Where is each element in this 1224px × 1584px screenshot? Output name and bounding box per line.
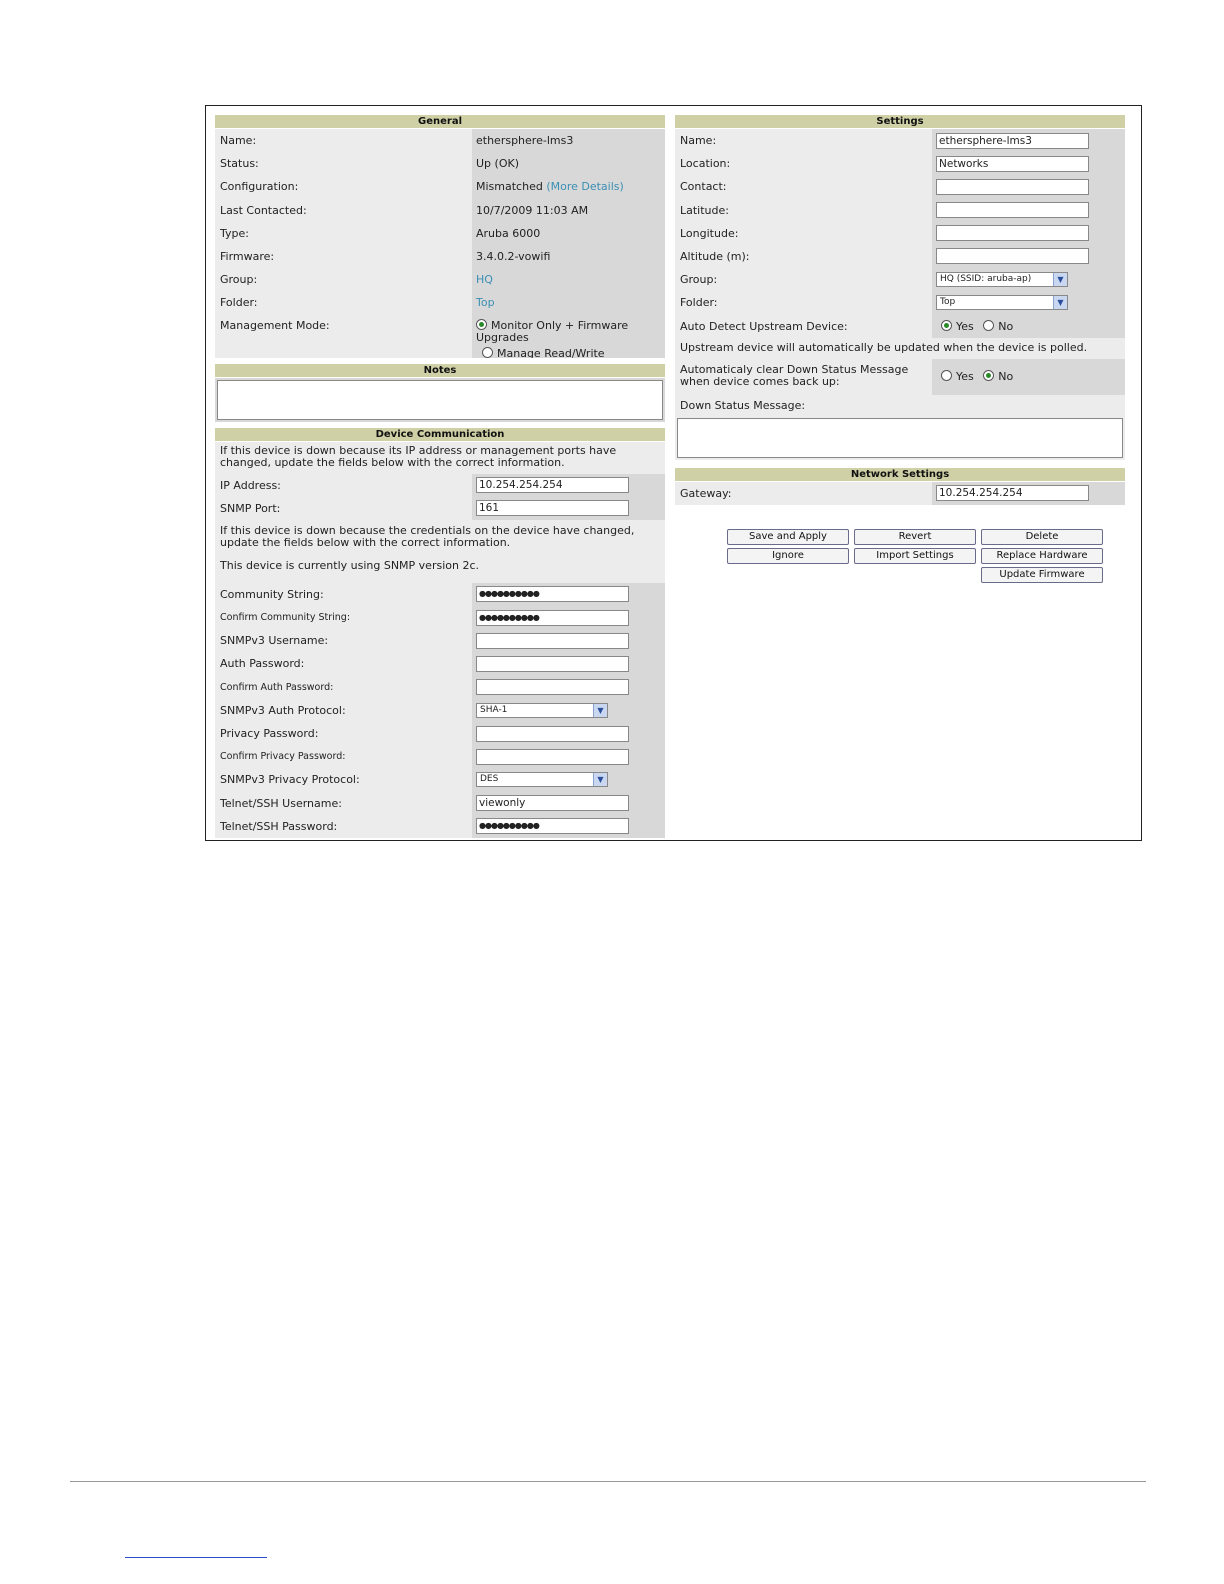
chevron-down-icon[interactable]: ▼ xyxy=(593,773,607,786)
configuration-status: Mismatched xyxy=(476,180,543,194)
more-details-link[interactable]: (More Details) xyxy=(546,180,624,194)
mgmt-option-monitor-label: Monitor Only + Firmware Upgrades xyxy=(476,318,629,344)
chevron-down-icon[interactable]: ▼ xyxy=(593,704,607,717)
mgmt-option-manage-label: Manage Read/Write xyxy=(497,346,605,358)
confirm-auth-row xyxy=(215,676,665,699)
auth-password-cell xyxy=(472,652,665,675)
name-value: ethersphere-lms3 xyxy=(472,129,665,152)
network-settings-section xyxy=(675,468,1125,505)
auth-protocol-select[interactable] xyxy=(476,703,608,718)
auto-clear-options xyxy=(932,359,1125,395)
altitude-input[interactable] xyxy=(936,248,1089,264)
community-string-cell xyxy=(472,583,665,606)
contact-row xyxy=(675,175,1125,198)
privacy-password-row xyxy=(215,722,665,745)
general-header: General xyxy=(215,115,665,129)
latitude-cell xyxy=(932,199,1125,222)
general-row-folder xyxy=(215,291,665,314)
privacy-protocol-cell xyxy=(472,768,665,791)
notes-header: Notes xyxy=(215,364,665,378)
gateway-row xyxy=(675,482,1125,505)
auth-password-input[interactable] xyxy=(476,656,629,672)
confirm-privacy-row xyxy=(215,745,665,768)
settings-section xyxy=(675,115,1125,460)
group-label: Group: xyxy=(215,268,472,291)
chevron-down-icon[interactable]: ▼ xyxy=(1053,296,1067,309)
auth-password-label: Auth Password: xyxy=(215,652,472,675)
settings-group-row xyxy=(675,268,1125,291)
settings-folder-label: Folder: xyxy=(675,291,932,314)
privacy-protocol-value: DES xyxy=(480,774,499,785)
auto-clear-yes-label: Yes xyxy=(956,369,974,383)
telnet-username-row xyxy=(215,792,665,815)
general-row-last-contacted xyxy=(215,199,665,222)
confirm-auth-label: Confirm Auth Password: xyxy=(215,676,472,699)
altitude-label: Altitude (m): xyxy=(675,245,932,268)
latitude-row xyxy=(675,199,1125,222)
confirm-privacy-label: Confirm Privacy Password: xyxy=(215,745,472,768)
telnet-password-input[interactable]: ●●●●●●●●●● xyxy=(476,818,629,834)
telnet-username-input[interactable]: viewonly xyxy=(476,795,629,811)
confirm-community-row xyxy=(215,606,665,629)
location-input[interactable]: Networks xyxy=(936,156,1089,172)
auth-protocol-value: SHA-1 xyxy=(480,704,508,715)
contact-label: Contact: xyxy=(675,175,932,198)
radio-selected-icon[interactable] xyxy=(476,319,487,330)
auth-password-row xyxy=(215,652,665,675)
radio-selected-icon[interactable] xyxy=(983,370,994,381)
left-column xyxy=(215,115,665,841)
snmp-version-note: This device is currently using SNMP version 2c. xyxy=(220,558,479,572)
telnet-username-cell xyxy=(472,792,665,815)
page-divider xyxy=(70,1481,1146,1482)
general-row-group xyxy=(215,268,665,291)
telnet-password-cell xyxy=(472,815,665,838)
management-mode-label: Management Mode: xyxy=(215,315,472,358)
chevron-down-icon[interactable]: ▼ xyxy=(1053,273,1067,286)
auth-protocol-row xyxy=(215,699,665,722)
notes-textarea[interactable] xyxy=(217,380,663,420)
confirm-community-input[interactable]: ●●●●●●●●●● xyxy=(476,610,629,626)
location-cell xyxy=(932,152,1125,175)
mgmt-option-monitor[interactable] xyxy=(476,319,665,344)
folder-value-cell xyxy=(472,291,665,314)
general-row-type xyxy=(215,222,665,245)
radio-unselected-icon[interactable] xyxy=(983,320,994,331)
auto-detect-yes-label: Yes xyxy=(956,319,974,333)
management-mode-options xyxy=(472,315,665,358)
gateway-input[interactable]: 10.254.254.254 xyxy=(936,485,1089,501)
last-contacted-value: 10/7/2009 11:03 AM xyxy=(472,199,665,222)
folder-link[interactable]: Top xyxy=(476,296,495,310)
name-label: Name: xyxy=(215,129,472,152)
privacy-password-input[interactable] xyxy=(476,726,629,742)
group-select-value: HQ (SSID: aruba-ap) xyxy=(940,274,1032,285)
telnet-password-label: Telnet/SSH Password: xyxy=(215,815,472,838)
auto-detect-label: Auto Detect Upstream Device: xyxy=(675,315,932,338)
privacy-protocol-select[interactable] xyxy=(476,772,608,787)
ignore-button[interactable]: Ignore xyxy=(727,548,849,564)
group-link[interactable]: HQ xyxy=(476,273,493,287)
ip-address-row xyxy=(215,474,665,497)
notes-section xyxy=(215,364,665,422)
credentials-note-block xyxy=(215,520,665,583)
contact-cell xyxy=(932,175,1125,198)
folder-label: Folder: xyxy=(215,291,472,314)
settings-folder-cell xyxy=(932,291,1125,314)
radio-unselected-icon[interactable] xyxy=(482,347,493,358)
mgmt-option-manage[interactable] xyxy=(476,347,665,358)
telnet-password-row xyxy=(215,815,665,838)
revert-button[interactable]: Revert xyxy=(854,529,976,545)
privacy-password-cell xyxy=(472,722,665,745)
longitude-row xyxy=(675,222,1125,245)
auto-detect-row xyxy=(675,315,1125,338)
firmware-value: 3.4.0.2-vowifi xyxy=(472,245,665,268)
action-buttons xyxy=(675,511,1125,581)
delete-button[interactable]: Delete xyxy=(981,529,1103,545)
telnet-username-label: Telnet/SSH Username: xyxy=(215,792,472,815)
right-column xyxy=(675,115,1125,581)
folder-select-value: Top xyxy=(940,297,956,308)
network-settings-header: Network Settings xyxy=(675,468,1125,482)
ip-address-label: IP Address: xyxy=(215,474,472,497)
altitude-row xyxy=(675,245,1125,268)
privacy-protocol-row xyxy=(215,768,665,791)
type-label: Type: xyxy=(215,222,472,245)
configuration-label: Configuration: xyxy=(215,175,472,198)
general-row-management-mode xyxy=(215,315,665,358)
firmware-label: Firmware: xyxy=(215,245,472,268)
confirm-community-cell xyxy=(472,606,665,629)
down-status-box xyxy=(675,416,1125,460)
type-value: Aruba 6000 xyxy=(472,222,665,245)
settings-name-cell xyxy=(932,129,1125,152)
confirm-community-label: Confirm Community String: xyxy=(215,606,472,629)
location-row xyxy=(675,152,1125,175)
group-value-cell xyxy=(472,268,665,291)
confirm-privacy-cell xyxy=(472,745,665,768)
auth-protocol-label: SNMPv3 Auth Protocol: xyxy=(215,699,472,722)
group-select[interactable] xyxy=(936,272,1068,287)
snmpv3-username-cell xyxy=(472,629,665,652)
folder-select[interactable] xyxy=(936,295,1068,310)
settings-name-row xyxy=(675,129,1125,152)
auto-clear-no-label: No xyxy=(998,369,1014,383)
snmpv3-username-label: SNMPv3 Username: xyxy=(215,629,472,652)
snmp-port-label: SNMP Port: xyxy=(215,497,472,520)
settings-header: Settings xyxy=(675,115,1125,129)
down-status-label: Down Status Message: xyxy=(675,395,1125,416)
snmpv3-username-row xyxy=(215,629,665,652)
upstream-note: Upstream device will automatically be updated when the device is polled. xyxy=(675,338,1125,359)
save-and-apply-button[interactable]: Save and Apply xyxy=(727,529,849,545)
device-communication-section xyxy=(215,428,665,838)
general-row-configuration xyxy=(215,175,665,198)
settings-name-label: Name: xyxy=(675,129,932,152)
latitude-input[interactable] xyxy=(936,202,1089,218)
auto-clear-label: Automaticaly clear Down Status Message when device comes back up: xyxy=(675,359,932,395)
down-status-textarea[interactable] xyxy=(677,418,1123,458)
latitude-label: Latitude: xyxy=(675,199,932,222)
community-string-input[interactable]: ●●●●●●●●●● xyxy=(476,586,629,602)
device-settings-screenshot xyxy=(205,105,1142,841)
ip-address-input[interactable]: 10.254.254.254 xyxy=(476,477,629,493)
privacy-password-label: Privacy Password: xyxy=(215,722,472,745)
privacy-protocol-label: SNMPv3 Privacy Protocol: xyxy=(215,768,472,791)
status-label: Status: xyxy=(215,152,472,175)
settings-group-label: Group: xyxy=(675,268,932,291)
snmp-port-input[interactable]: 161 xyxy=(476,500,629,516)
replace-hardware-button[interactable]: Replace Hardware xyxy=(981,548,1103,564)
contact-input[interactable] xyxy=(936,179,1089,195)
longitude-cell xyxy=(932,222,1125,245)
auth-protocol-cell xyxy=(472,699,665,722)
general-row-name xyxy=(215,129,665,152)
confirm-auth-input[interactable] xyxy=(476,679,629,695)
confirm-privacy-input[interactable] xyxy=(476,749,629,765)
radio-unselected-icon[interactable] xyxy=(941,370,952,381)
configuration-value xyxy=(472,175,665,198)
status-value: Up (OK) xyxy=(472,152,665,175)
ip-change-note: If this device is down because its IP address or management ports have changed, update the fields below with the correct information. xyxy=(215,442,665,474)
general-section xyxy=(215,115,665,358)
community-string-row xyxy=(215,583,665,606)
auto-clear-row xyxy=(675,359,1125,395)
settings-folder-row xyxy=(675,291,1125,314)
snmp-port-cell xyxy=(472,497,665,520)
footer-link-underline xyxy=(125,1557,267,1558)
snmp-port-row xyxy=(215,497,665,520)
general-row-firmware xyxy=(215,245,665,268)
general-row-status xyxy=(215,152,665,175)
device-communication-header: Device Communication xyxy=(215,428,665,442)
notes-box xyxy=(215,378,665,422)
gateway-cell xyxy=(932,482,1125,505)
update-firmware-button[interactable]: Update Firmware xyxy=(981,567,1103,583)
last-contacted-label: Last Contacted: xyxy=(215,199,472,222)
credentials-note: If this device is down because the credentials on the device have changed, update the fields below with the correct information. xyxy=(220,523,635,549)
settings-group-cell xyxy=(932,268,1125,291)
auto-detect-options xyxy=(932,315,1125,338)
location-label: Location: xyxy=(675,152,932,175)
community-string-label: Community String: xyxy=(215,583,472,606)
confirm-auth-cell xyxy=(472,676,665,699)
altitude-cell xyxy=(932,245,1125,268)
settings-name-input[interactable]: ethersphere-lms3 xyxy=(936,133,1089,149)
gateway-label: Gateway: xyxy=(675,482,932,505)
ip-address-cell xyxy=(472,474,665,497)
longitude-label: Longitude: xyxy=(675,222,932,245)
auto-detect-no-label: No xyxy=(998,319,1014,333)
longitude-input[interactable] xyxy=(936,225,1089,241)
snmpv3-username-input[interactable] xyxy=(476,633,629,649)
import-settings-button[interactable]: Import Settings xyxy=(854,548,976,564)
radio-selected-icon[interactable] xyxy=(941,320,952,331)
